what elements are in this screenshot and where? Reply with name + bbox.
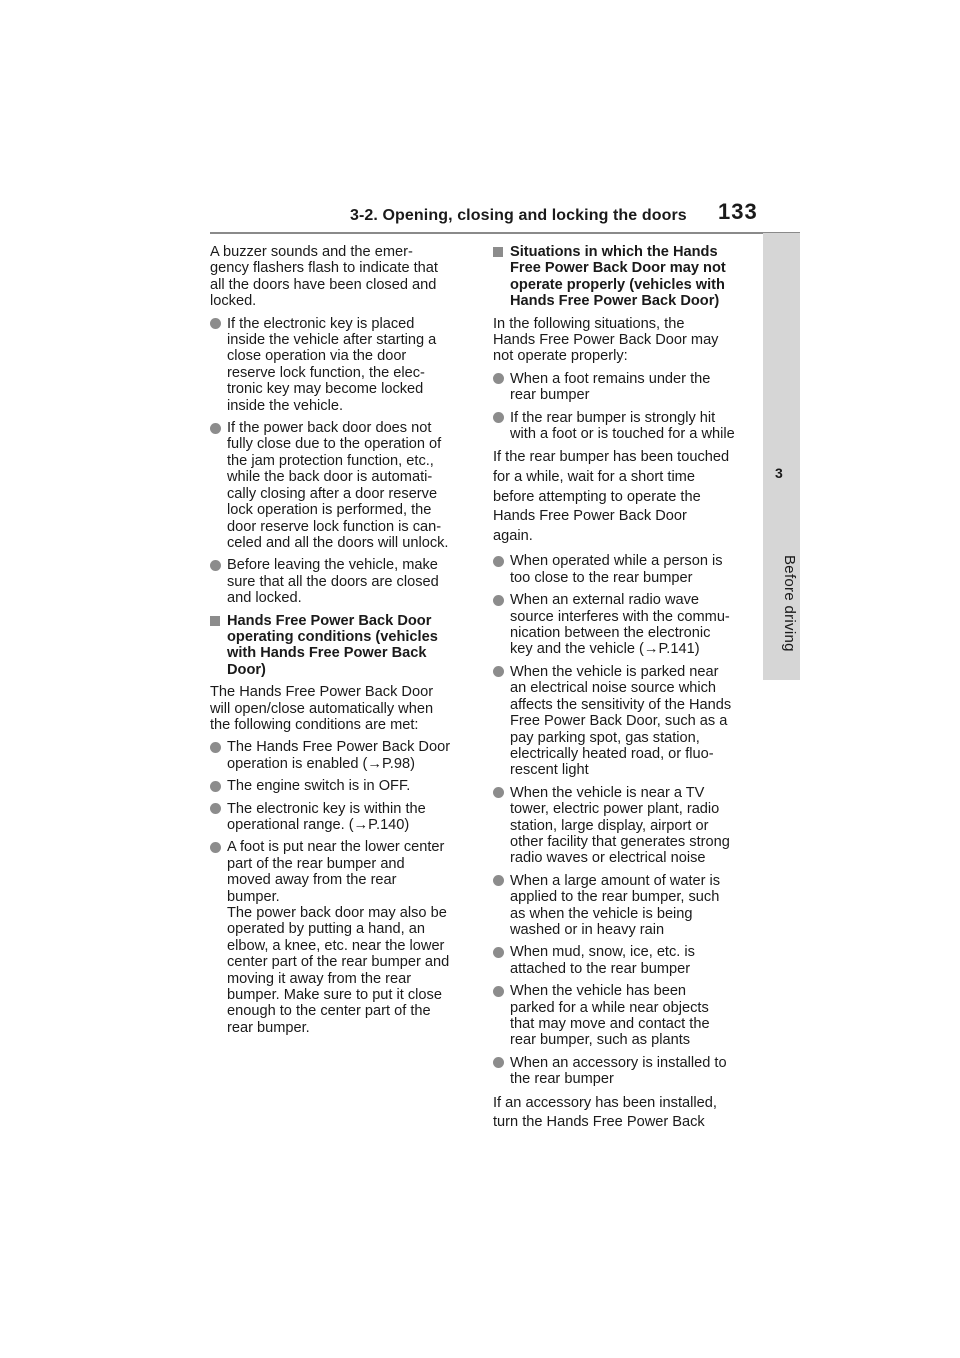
conditions-intro: The Hands Free Power Back Door will open/close automatically when the following conditions are met: bbox=[210, 684, 434, 733]
list-item: The Hands Free Power Back Door operation is enabled (→P.98) bbox=[210, 739, 472, 772]
bullet-icon bbox=[493, 666, 504, 677]
header-rule bbox=[210, 232, 800, 234]
bullet-icon bbox=[210, 560, 221, 571]
closing-paragraph: If an accessory has been installed, turn the Hands Free Power Back bbox=[493, 1094, 717, 1131]
list-item: When the vehicle is parked near an electrical noise source which affects the sensitivity of the Hands Free Power Back Door, such as a pay parking spot, gas station, electrically heated road, or fluo- rescent light bbox=[493, 664, 755, 779]
list-item: When operated while a person is too close to the rear bumper bbox=[493, 553, 755, 586]
list-item: When mud, snow, ice, etc. is attached to the rear bumper bbox=[493, 944, 755, 977]
bullet-icon bbox=[493, 373, 504, 384]
bullet-icon bbox=[493, 412, 504, 423]
page-number: 133 bbox=[718, 199, 758, 224]
section-heading: Hands Free Power Back Door operating conditions (vehicles with Hands Free Power Back Door) bbox=[210, 613, 472, 679]
bullet-icon bbox=[493, 986, 504, 997]
list-item: If the rear bumper is strongly hit with a foot or is touched for a while bbox=[493, 410, 755, 443]
bullet-icon bbox=[210, 842, 221, 853]
bullet-icon bbox=[493, 947, 504, 958]
right-column bbox=[493, 244, 755, 1140]
list-item: The electronic key is within the operational range. (→P.140) bbox=[210, 801, 472, 834]
list-item: The engine switch is in OFF. bbox=[210, 778, 472, 794]
chapter-number: 3 bbox=[775, 465, 783, 481]
bullet-icon bbox=[210, 423, 221, 434]
list-item: A foot is put near the lower center part of the rear bumper and moved away from the rear bumper. The power back door may also be operated by putting a hand, an elbow, a knee, etc. near the lower center part of the rear bumper and moving it away from the rear bumper. Make sure to put it close enough to the center part of the rear bumper. bbox=[210, 839, 472, 1036]
bullet-icon bbox=[493, 556, 504, 567]
section-title: 3-2. Opening, closing and locking the doors bbox=[350, 207, 687, 224]
section-heading: Situations in which the Hands Free Power Back Door may not operate properly (vehicles with Hands Free Power Back Door) bbox=[493, 244, 755, 310]
square-bullet-icon bbox=[210, 616, 220, 626]
bullet-icon bbox=[210, 742, 221, 753]
list-item: When a large amount of water is applied to the rear bumper, such as when the vehicle is being washed or in heavy rain bbox=[493, 873, 755, 939]
bullet-icon bbox=[210, 803, 221, 814]
intro-paragraph: A buzzer sounds and the emer- gency flashers flash to indicate that all the doors have been closed and locked. bbox=[210, 244, 438, 310]
situations-intro: In the following situations, the Hands Free Power Back Door may not operate properly: bbox=[493, 315, 719, 365]
square-bullet-icon bbox=[493, 247, 503, 257]
list-item: Before leaving the vehicle, make sure that all the doors are closed and locked. bbox=[210, 557, 472, 606]
left-column bbox=[210, 244, 472, 1042]
bullet-icon bbox=[493, 875, 504, 886]
bullet-icon bbox=[493, 595, 504, 606]
list-item: When the vehicle has been parked for a while near objects that may move and contact the rear bumper, such as plants bbox=[493, 983, 755, 1049]
list-item: If the electronic key is placed inside the vehicle after starting a close operation via the door reserve lock function, the elec- tronic key may become locked inside the vehicle. bbox=[210, 316, 472, 414]
bullet-icon bbox=[493, 787, 504, 798]
bullet-icon bbox=[210, 318, 221, 329]
list-item: When an external radio wave source interferes with the commu- nication between the electronic key and the vehicle (→P.141) bbox=[493, 592, 755, 658]
list-item: If the power back door does not fully close due to the operation of the jam protection function, etc., while the back door is automati- cally closing after a door reserve lock operation is performed, the door reserve lock function is can- celed and all the doors will unlock. bbox=[210, 420, 472, 551]
note-paragraph: If the rear bumper has been touched for a while, wait for a short time before attempting to operate the Hands Free Power Back Door again. bbox=[493, 449, 730, 544]
bullet-icon bbox=[210, 781, 221, 792]
list-item: When an accessory is installed to the rear bumper bbox=[493, 1055, 755, 1088]
chapter-label: Before driving bbox=[781, 555, 798, 652]
list-item: When the vehicle is near a TV tower, electric power plant, radio station, large display, airport or other facility that generates strong radio waves or electrical noise bbox=[493, 785, 755, 867]
bullet-icon bbox=[493, 1057, 504, 1068]
page-header bbox=[0, 0, 960, 240]
list-item: When a foot remains under the rear bumper bbox=[493, 371, 755, 404]
